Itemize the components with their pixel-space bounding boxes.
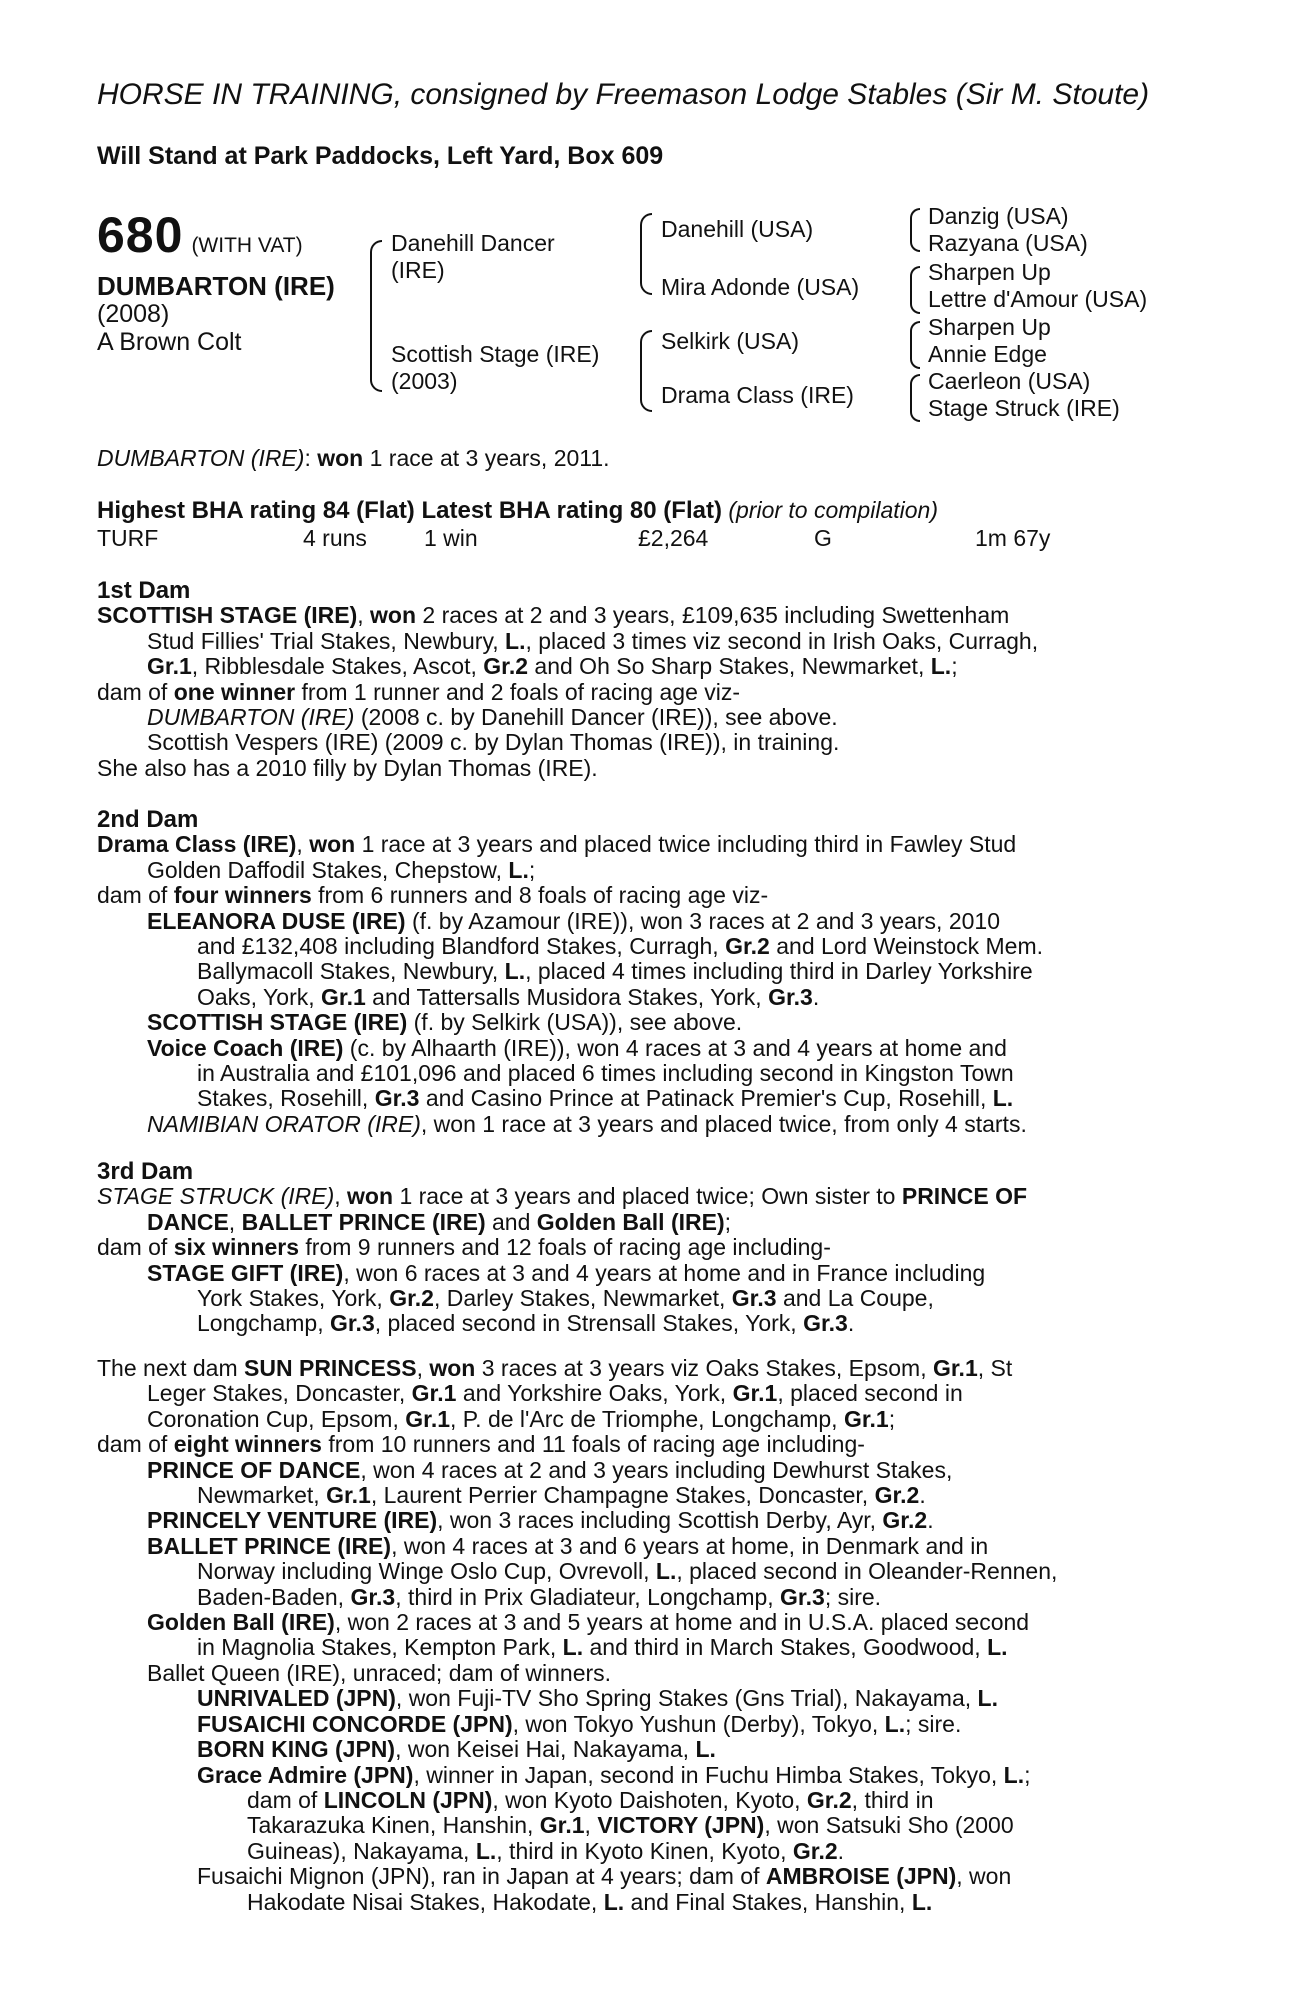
- dam: Scottish Stage (IRE): [391, 341, 600, 367]
- vat-note: (WITH VAT): [191, 234, 303, 257]
- stand-location: Will Stand at Park Paddocks, Left Yard, Box 609: [97, 142, 664, 170]
- gg-3: Sharpen Up: [928, 259, 1051, 285]
- record-horse: DUMBARTON (IRE): [97, 445, 305, 471]
- sire-line-bracket: [640, 213, 652, 295]
- g-bracket-2: [910, 266, 920, 314]
- gg-7: Caerleon (USA): [928, 368, 1091, 394]
- g-bracket-1: [910, 208, 920, 252]
- dam-year: (2003): [391, 368, 458, 394]
- next-dam-section: The next dam SUN PRINCESS, won 3 races at 3 years viz Oaks Stakes, Epsom, Gr.1, St Leger Stakes, Doncaster, Gr.1 and Yorkshire Oaks, York, Gr.1, placed second in Coronation Cup, Epsom, Gr.1, P. de l'Arc de Triomphe, Longchamp, Gr.1; dam of eight winners from 10 runners and 11 foals of racing age including- PRINCE OF DANCE, won 4 races at 2 and 3 years including Dewhurst Stakes, Newmarket, Gr.1, Laurent Perrier Champagne Stakes, Doncaster, Gr.2. PRINCELY VENTURE (IRE), won 3 races including Scottish Derby, Ayr, Gr.2. BALLET PRINCE (IRE), won 4 races at 3 and 6 years at home, in Denmark and in Norway including Winge Oslo Cup, Ovrevoll, L., placed second in Oleander-Rennen, Baden-Baden, Gr.3, third in Prix Gladiateur, Longchamp, Gr.3; sire. Golden Ball (IRE), won 2 races at 3 and 5 years at home and in U.S.A. placed second in Magnolia Stakes, Kempton Park, L. and third in March Stakes, Goodwood, L. Ballet Queen (IRE), unraced; dam of winners. UNRIVALED (JPN), won Fuji-TV Sho Spring Stakes (Gns Trial), Nakayama, L. FUSAICHI CONCORDE (JPN), won Tokyo Yushun (Derby), Tokyo, L.; sire. BORN KING (JPN), won Keisei Hai, Nakayama, L. Grace Admire (JPN), winner in Japan, second in Fuchu Himba Stakes, Tokyo, L.; dam of LINCOLN (JPN), won Kyoto Daishoten, Kyoto, Gr.2, third in Takarazuka Kinen, Hanshin, Gr.1, VICTORY (JPN), won Satsuki Sho (2000 Guineas), Nakayama, L., third in Kyoto Kinen, Kyoto, Gr.2. Fusaichi Mignon (JPN), ran in Japan at 4 years; dam of AMBROISE (JPN), won Hakodate Nisai Stakes, Hakodate, L. and Final Stakes, Hanshin, L.: [97, 1355, 1058, 1915]
- dam-line-bracket: [640, 330, 652, 412]
- second-dam-section: 2nd Dam Drama Class (IRE), won 1 race at 3 years and placed twice including third in Fawley Stud Golden Daffodil Stakes, Chepstow, L.; dam of four winners from 6 runners and 8 foals of racing age viz- ELEANORA DUSE (IRE) (f. by Azamour (IRE)), won 3 races at 2 and 3 years, 2010 and £132,408 including Blandford Stakes, Curragh, Gr.2 and Lord Weinstock Mem. Ballymacoll Stakes, Newbury, L., placed 4 times including third in Darley Yorkshire Oaks, York, Gr.1 and Tattersalls Musidora Stakes, York, Gr.3. SCOTTISH STAGE (IRE) (f. by Selkirk (USA)), see above. Voice Coach (IRE) (c. by Alhaarth (IRE)), won 4 races at 3 and 4 years at home and in Australia and £101,096 and placed 6 times including second in Kingston Town Stakes, Rosehill, Gr.3 and Casino Prince at Patinack Premier's Cup, Rosehill, L. NAMIBIAN ORATOR (IRE), won 1 race at 3 years and placed twice, from only 4 starts.: [97, 807, 1207, 1137]
- perf-runs: 4 runs: [303, 525, 367, 551]
- sire-suffix: (IRE): [391, 257, 445, 283]
- horse-year: (2008): [97, 300, 170, 328]
- first-dam-section: 1st Dam SCOTTISH STAGE (IRE), won 2 races at 2 and 3 years, £109,635 including Swettenham Stud Fillies' Trial Stakes, Newbury, L., placed 3 times viz second in Irish Oaks, Curragh, Gr.1, Ribblesdale Stakes, Ascot, Gr.2 and Oh So Sharp Stakes, Newmarket, L.; dam of one winner from 1 runner and 2 foals of racing age viz- DUMBARTON (IRE) (2008 c. by Danehill Dancer (IRE)), see above. Scottish Vespers (IRE) (2009 c. by Dylan Thomas (IRE)), in training. She also has a 2010 filly by Dylan Thomas (IRE).: [97, 578, 1207, 781]
- sire-sire: Danehill (USA): [661, 216, 814, 242]
- gg-2: Razyana (USA): [928, 230, 1088, 256]
- first-dam-heading: 1st Dam: [97, 577, 191, 604]
- bha-rating: Highest BHA rating 84 (Flat) Latest BHA rating 80 (Flat): [97, 497, 722, 524]
- perf-going: G: [814, 525, 832, 551]
- perf-prize: £2,264: [638, 525, 709, 551]
- horse-name: DUMBARTON (IRE): [97, 271, 335, 301]
- g-bracket-3: [910, 321, 920, 369]
- horse-description: A Brown Colt: [97, 328, 242, 356]
- perf-surface: TURF: [97, 525, 159, 551]
- dam-dam: Drama Class (IRE): [661, 382, 854, 408]
- gg-5: Sharpen Up: [928, 314, 1051, 340]
- race-record: DUMBARTON (IRE): won 1 race at 3 years, 2011.: [97, 445, 610, 471]
- g-bracket-4: [910, 374, 920, 422]
- pedigree-bracket: [370, 240, 382, 392]
- perf-wins: 1 win: [424, 525, 478, 551]
- sire-dam: Mira Adonde (USA): [661, 274, 860, 300]
- page-title: HORSE IN TRAINING, consigned by Freemason Lodge Stables (Sir M. Stoute): [97, 78, 1150, 111]
- second-dam-heading: 2nd Dam: [97, 806, 199, 833]
- horse-info: [97, 272, 335, 356]
- sire: Danehill Dancer: [391, 230, 555, 256]
- rating-line: [97, 498, 1207, 523]
- perf-distance: 1m 67y: [975, 525, 1051, 551]
- rating-note: (prior to compilation): [728, 497, 938, 523]
- third-dam-heading: 3rd Dam: [97, 1158, 194, 1185]
- dam-sire: Selkirk (USA): [661, 328, 800, 354]
- gg-4: Lettre d'Amour (USA): [928, 286, 1148, 312]
- gg-8: Stage Struck (IRE): [928, 395, 1120, 421]
- lot-number: 680: [97, 207, 184, 263]
- third-dam-section: 3rd Dam STAGE STRUCK (IRE), won 1 race at 3 years and placed twice; Own sister to PRINCE OF DANCE, BALLET PRINCE (IRE) and Golden Ball (IRE); dam of six winners from 9 runners and 12 foals of racing age including- STAGE GIFT (IRE), won 6 races at 3 and 4 years at home and in France including York Stakes, York, Gr.2, Darley Stakes, Newmarket, Gr.3 and La Coupe, Longchamp, Gr.3, placed second in Strensall Stakes, York, Gr.3.: [97, 1159, 1207, 1337]
- lot-heading: [97, 206, 303, 264]
- gg-1: Danzig (USA): [928, 203, 1069, 229]
- gg-6: Annie Edge: [928, 341, 1047, 367]
